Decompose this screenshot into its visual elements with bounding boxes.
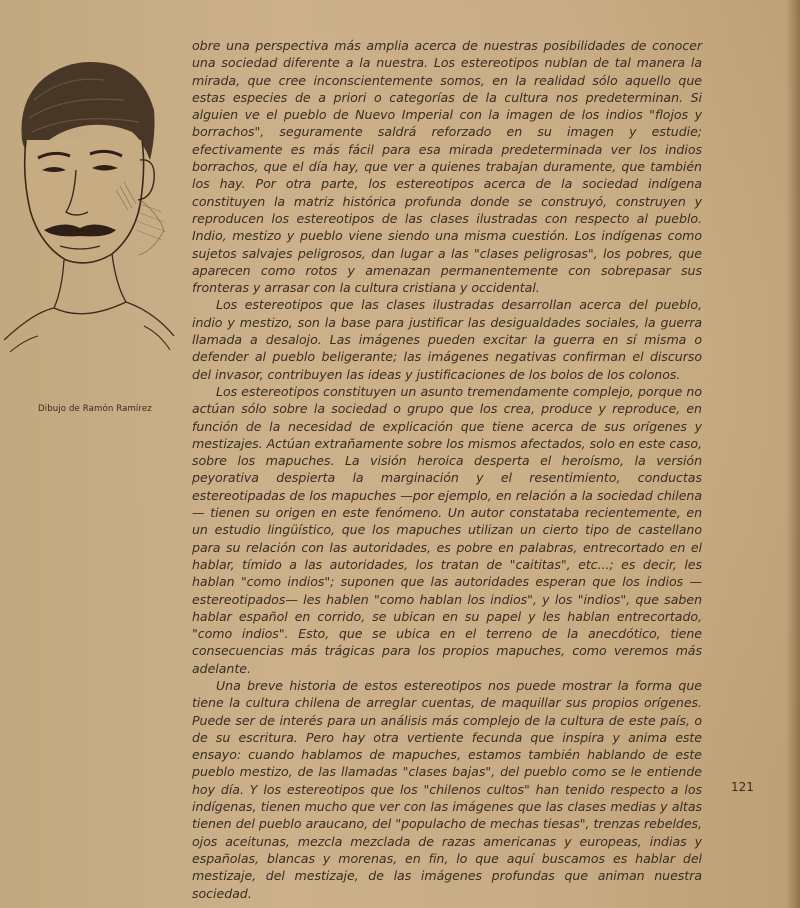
paragraph: obre una perspectiva más amplia acerca de nuestras posibilidades de conocer una sociedad diferente a la nuestra. Los estereotipos nublan de tal manera la mirada, que cree inconscientemente somos, en la realidad sólo aquello que estas especies de a priori o categorías de la cultura nos predeterminan. Si alguien ve el pueblo de Nuevo Imperial con la imagen de los indios "flojos y borrachos", seguramente saldrá reforzado en su imagen y estudie; efectivamente es más fácil para esa mirada predeterminada ver los indios borrachos, que el día hay, que ver a quienes trabajan duramente, que también los hay. Por otra parte, los estereotipos acerca de la sociedad indígena constituyen la matriz histórica profunda donde se construyó, construyen y reproducen los estereotipos de las clases ilustradas con respecto al pueblo. Indio, mestizo y pueblo viene siendo una misma cuestión. Los indígenas como sujetos salvajes peligrosos, dan lugar a las "clases peligrosas", los pobres, que aparecen como rotos y amenazan permanentemente con sobrepasar sus fronteras y arrasar con la cultura cristiana y occidental.	[192, 38, 702, 296]
paragraph: Los estereotipos que las clases ilustradas desarrollan acerca del pueblo, indio y mestizo, son la base para justificar las desigualdades sociales, la guerra llamada a desalojo. Las imágenes pueden excitar la guerra en sí misma o defender al pueblo beligerante; las imágenes negativas confirman el discurso del invasor, contribuyen las ideas y justificaciones de los bolos de los colonos.	[192, 297, 702, 382]
illustration-caption: Dibujo de Ramón Ramírez	[38, 404, 152, 414]
page-edge-shadow	[786, 0, 800, 908]
page-number: 121	[731, 780, 754, 794]
paragraph: Una breve historia de estos estereotipos nos puede mostrar la forma que tiene la cultura chilena de arreglar cuentas, de maquillar sus propios orígenes. Puede ser de interés para un análisis más complejo de la cultura de este país, o de su escritura. Pero hay otra vertiente fecunda que inspira y anima este ensayo: cuando hablamos de mapuches, estamos también hablando de este pueblo mestizo, de las llamadas "clases bajas", del pueblo como se le entiende hoy día. Y los estereotipos que los "chilenos cultos" han tenido respecto a los indígenas, tienen mucho que ver con las imágenes que las clases medias y altas tienen del pueblo araucano, del "populacho de mechas tiesas", trenzas rebeldes, ojos aceitunas, mezcla mezclada de razas americanas y europeas, indias y españolas, blancas y morenas, en fin, lo que aquí buscamos es hablar del mestizaje, del mestizaje, de las imágenes profundas que animan nuestra sociedad.	[192, 677, 702, 901]
portrait-drawing	[4, 40, 176, 360]
body-text	[192, 37, 702, 902]
paragraph: Los estereotipos constituyen un asunto tremendamente complejo, porque no actúan sólo sobre la sociedad o grupo que los crea, produce y reproduce, en función de la necesidad de explicación que tiene acerca de sus orígenes y mestizajes. Actúan extrañamente sobre los mismos afectados, solo en este caso, sobre los mapuches. La visión heroica desperta el heroísmo, la versión peyorativa despierta la marginación y el resentimiento, conductas estereotipadas de los mapuches —por ejemplo, en relación a la sociedad chilena— tienen su origen en este fenómeno. Un autor constataba recientemente, en un estudio lingüístico, que los mapuches utilizan un cierto tipo de castellano para su relación con las autoridades, es pobre en palabras, entrecortado en el hablar, tímido a las autoridades, los tratan de "caititas", etc...; es decir, les hablan "como indios"; suponen que las autoridades esperan que los indios —estereotipados— les hablen "como hablan los indios", y los "indios", que saben hablar español en corrido, se ubican en su papel y les hablan entrecortado, "como indios". Esto, que se ubica en el terreno de la anecdótico, tiene consecuencias más trágicas para los propios mapuches, como veremos más adelante.	[192, 383, 702, 676]
